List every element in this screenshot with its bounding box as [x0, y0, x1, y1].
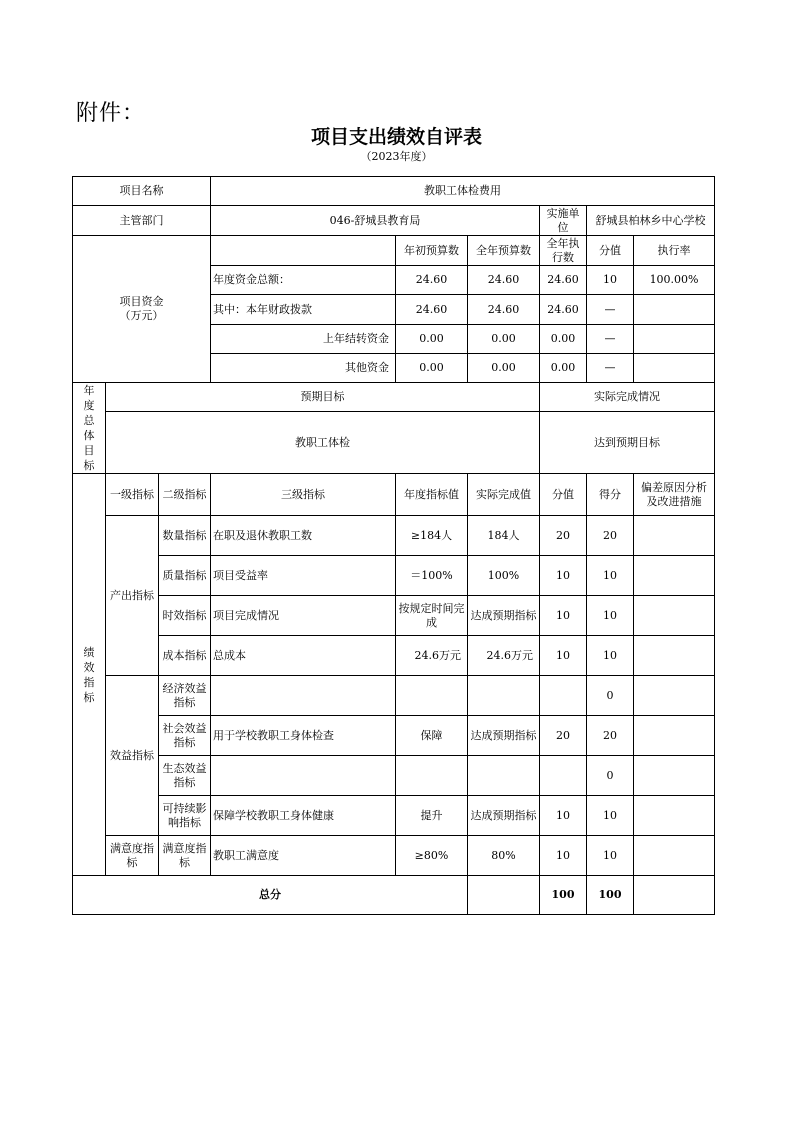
ind-level3 — [211, 756, 396, 796]
funds-row-rate — [634, 295, 715, 325]
ind-annual-value: 按规定时间完成 — [396, 596, 468, 636]
ind-score-value: 10 — [540, 636, 587, 676]
ind-level2: 质量指标 — [159, 556, 211, 596]
ind-header-actual-value: 实际完成值 — [468, 474, 540, 516]
ind-deviation — [634, 716, 715, 756]
ind-annual-value — [396, 756, 468, 796]
ind-score: 0 — [587, 676, 634, 716]
dept-value: 046-舒城县教育局 — [211, 206, 540, 236]
ind-actual-value: 80% — [468, 836, 540, 876]
ind-level2: 时效指标 — [159, 596, 211, 636]
ind-score: 0 — [587, 756, 634, 796]
funds-row-initial: 0.00 — [396, 354, 468, 383]
funds-row-initial: 0.00 — [396, 325, 468, 354]
ind-level3: 总成本 — [211, 636, 396, 676]
ind-deviation — [634, 836, 715, 876]
ind-header-annual-value: 年度指标值 — [396, 474, 468, 516]
project-name-label: 项目名称 — [73, 177, 211, 206]
benefit-label: 效益指标 — [106, 676, 159, 836]
ind-score: 10 — [587, 556, 634, 596]
goals-value-row — [73, 412, 715, 474]
funds-row-annual: 0.00 — [468, 354, 540, 383]
funds-row-rate: 100.00% — [634, 266, 715, 295]
ind-score-value: 10 — [540, 836, 587, 876]
funds-header-annual: 全年预算数 — [468, 236, 540, 266]
ind-actual-value — [468, 676, 540, 716]
ind-actual-value: 24.6万元 — [468, 636, 540, 676]
ind-score-value: 10 — [540, 556, 587, 596]
total-row — [73, 876, 715, 915]
indicator-row — [73, 836, 715, 876]
ind-header-level3: 三级指标 — [211, 474, 396, 516]
ind-score-value: 10 — [540, 596, 587, 636]
ind-annual-value: 24.6万元 — [396, 636, 468, 676]
ind-level2: 数量指标 — [159, 516, 211, 556]
ind-actual-value: 184人 — [468, 516, 540, 556]
funds-row-score-value: — — [587, 325, 634, 354]
ind-deviation — [634, 596, 715, 636]
funds-header-score-value: 分值 — [587, 236, 634, 266]
ind-header-level1: 一级指标 — [106, 474, 159, 516]
goals-actual-label: 实际完成情况 — [540, 383, 715, 412]
ind-annual-value: 保障 — [396, 716, 468, 756]
unit-label: 实施单位 — [540, 206, 587, 236]
total-score-value: 100 — [540, 876, 587, 915]
ind-level2: 可持续影响指标 — [159, 796, 211, 836]
ind-annual-value — [396, 676, 468, 716]
ind-actual-value: 100% — [468, 556, 540, 596]
ind-level3: 在职及退休教职工数 — [211, 516, 396, 556]
indicator-row — [73, 676, 715, 716]
funds-row-initial: 24.60 — [396, 266, 468, 295]
funds-unit: （万元） — [119, 309, 164, 322]
ind-score-value — [540, 756, 587, 796]
ind-level3: 教职工满意度 — [211, 836, 396, 876]
department-row — [73, 206, 715, 236]
ind-header-deviation: 偏差原因分析及改进措施 — [634, 474, 715, 516]
ind-score: 20 — [587, 716, 634, 756]
funds-row-label: 上年结转资金 — [211, 325, 396, 354]
goals-expected-value: 教职工体检 — [106, 412, 540, 474]
indicator-row — [73, 756, 715, 796]
ind-level2: 满意度指标 — [159, 836, 211, 876]
ind-deviation — [634, 756, 715, 796]
ind-deviation — [634, 676, 715, 716]
funds-row-rate — [634, 354, 715, 383]
funds-header-executed: 全年执行数 — [540, 236, 587, 266]
goals-label: 年度总体目标 — [83, 384, 95, 472]
ind-actual-value: 达成预期指标 — [468, 716, 540, 756]
funds-row-rate — [634, 325, 715, 354]
funds-label-cell — [73, 236, 211, 383]
ind-header-level2: 二级指标 — [159, 474, 211, 516]
ind-annual-value: ＝100% — [396, 556, 468, 596]
ind-level3 — [211, 676, 396, 716]
ind-deviation — [634, 516, 715, 556]
funds-row-score-value: — — [587, 354, 634, 383]
ind-deviation — [634, 796, 715, 836]
funds-header-blank — [211, 236, 396, 266]
funds-row-label: 年度资金总额： — [211, 266, 396, 295]
project-name-value: 教职工体检费用 — [211, 177, 715, 206]
funds-row-executed: 24.60 — [540, 266, 587, 295]
funds-row-score-value: 10 — [587, 266, 634, 295]
indicator-row — [73, 716, 715, 756]
ind-score-value: 10 — [540, 796, 587, 836]
indicator-row — [73, 796, 715, 836]
ind-level2: 生态效益指标 — [159, 756, 211, 796]
ind-actual-value: 达成预期指标 — [468, 796, 540, 836]
goals-label-cell — [73, 383, 106, 474]
total-label: 总分 — [73, 876, 468, 915]
unit-value: 舒城县柏林乡中心学校 — [587, 206, 715, 236]
ind-level3: 保障学校教职工身体健康 — [211, 796, 396, 836]
ind-annual-value: ≥184人 — [396, 516, 468, 556]
total-deviation — [634, 876, 715, 915]
ind-score: 10 — [587, 836, 634, 876]
ind-score-value — [540, 676, 587, 716]
funds-row-label: 其中：本年财政拨款 — [211, 295, 396, 325]
ind-header-score-value: 分值 — [540, 474, 587, 516]
funds-row-executed: 24.60 — [540, 295, 587, 325]
funds-row-annual: 24.60 — [468, 295, 540, 325]
page-title: 项目支出绩效自评表 — [310, 126, 482, 148]
ind-level2: 社会效益指标 — [159, 716, 211, 756]
total-actual-value — [468, 876, 540, 915]
indicator-row — [73, 596, 715, 636]
ind-score: 10 — [587, 596, 634, 636]
ind-score: 10 — [587, 796, 634, 836]
indicators-label: 绩效指标 — [83, 645, 95, 704]
funds-header-initial: 年初预算数 — [396, 236, 468, 266]
ind-level2: 经济效益指标 — [159, 676, 211, 716]
dept-label: 主管部门 — [73, 206, 211, 236]
ind-score: 10 — [587, 636, 634, 676]
ind-score-value: 20 — [540, 716, 587, 756]
indicator-row — [73, 556, 715, 596]
ind-deviation — [634, 556, 715, 596]
ind-annual-value: 提升 — [396, 796, 468, 836]
goals-actual-value: 达到预期目标 — [540, 412, 715, 474]
ind-deviation — [634, 636, 715, 676]
funds-header-row — [73, 236, 715, 266]
indicators-label-cell — [73, 474, 106, 876]
ind-actual-value — [468, 756, 540, 796]
goals-expected-label: 预期目标 — [106, 383, 540, 412]
ind-score-value: 20 — [540, 516, 587, 556]
ind-actual-value: 达成预期指标 — [468, 596, 540, 636]
ind-level3: 用于学校教职工身体检查 — [211, 716, 396, 756]
ind-level3: 项目完成情况 — [211, 596, 396, 636]
ind-level2: 成本指标 — [159, 636, 211, 676]
indicators-header-row — [73, 474, 715, 516]
indicator-row — [73, 516, 715, 556]
ind-score: 20 — [587, 516, 634, 556]
ind-header-score: 得分 — [587, 474, 634, 516]
page-subtitle: （2023年度） — [360, 150, 433, 163]
funds-row-annual: 24.60 — [468, 266, 540, 295]
total-score: 100 — [587, 876, 634, 915]
project-name-row — [73, 177, 715, 206]
ind-level3: 项目受益率 — [211, 556, 396, 596]
funds-row-label: 其他资金 — [211, 354, 396, 383]
ind-annual-value: ≥80% — [396, 836, 468, 876]
funds-row-initial: 24.60 — [396, 295, 468, 325]
funds-row-score-value: — — [587, 295, 634, 325]
funds-header-rate: 执行率 — [634, 236, 715, 266]
funds-row-executed: 0.00 — [540, 325, 587, 354]
performance-table — [72, 176, 715, 915]
funds-label: 项目资金 — [119, 295, 164, 308]
funds-row-annual: 0.00 — [468, 325, 540, 354]
attachment-label: 附件： — [76, 101, 146, 126]
output-label: 产出指标 — [106, 516, 159, 676]
satisfaction-label: 满意度指标 — [106, 836, 159, 876]
indicator-row — [73, 636, 715, 676]
funds-row-executed: 0.00 — [540, 354, 587, 383]
goals-header-row — [73, 383, 715, 412]
